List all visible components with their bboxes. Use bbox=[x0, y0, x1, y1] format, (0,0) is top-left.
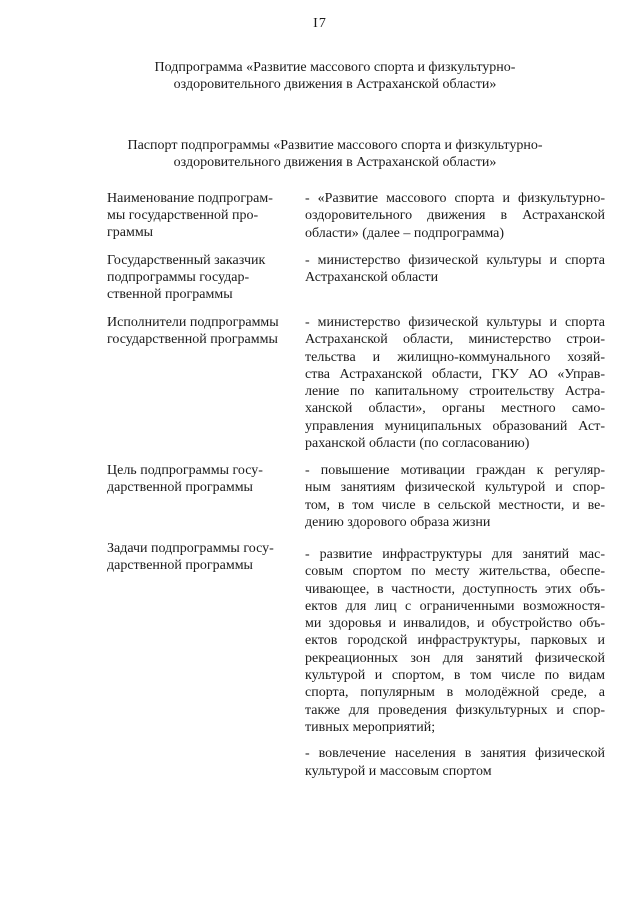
label-line: Задачи подпрограммы госу- bbox=[107, 541, 274, 556]
value-line: ление по капитальному строительству Астра- bbox=[305, 384, 605, 400]
value-line: - министерство физической культуры и спорта bbox=[305, 253, 605, 268]
value-line: управления муниципальных образований Аст- bbox=[305, 418, 605, 434]
value-line: ми здоровья и инвалидов, и обустройство объ- bbox=[305, 616, 605, 632]
value-line: совым спортом по месту жительства, обеспе- bbox=[305, 564, 605, 580]
value-line: ханской области», органы местного само- bbox=[305, 401, 605, 417]
subprogram-title-line: оздоровительного движения в Астраханской области» bbox=[173, 77, 497, 92]
value-line: культурой и массовым спортом bbox=[305, 763, 492, 779]
value-line: - развитие инфраструктуры для занятий мас- bbox=[305, 547, 605, 562]
row-label-customer bbox=[107, 252, 297, 303]
value-line: ектов городской инфраструктуры, парковых и bbox=[305, 633, 605, 649]
label-line: мы государственной про- bbox=[107, 208, 259, 223]
row-label-tasks bbox=[107, 540, 297, 574]
value-line: - вовлечение населения в занятия физической bbox=[305, 746, 605, 762]
value-line: также для проведения физкультурных и спор- bbox=[305, 702, 605, 718]
value-line: культурой и спортом, в том числе по видам bbox=[305, 668, 605, 684]
passport-title-line: Паспорт подпрограммы «Развитие массового спорта и физкультурно- bbox=[127, 138, 543, 153]
value-line: чивающее, в частности, доступность этих объ- bbox=[305, 581, 605, 597]
label-line: государственной программы bbox=[107, 332, 278, 347]
row-label-executors bbox=[107, 314, 297, 348]
value-line: ектов для лиц с ограниченными возможностя- bbox=[305, 598, 605, 614]
value-paragraph bbox=[305, 314, 605, 452]
label-line: Государственный заказчик bbox=[107, 253, 266, 268]
value-line: Астраханской области bbox=[305, 270, 439, 286]
value-line: Астраханской области, министерство строи- bbox=[305, 332, 605, 348]
value-paragraph bbox=[305, 190, 605, 242]
label-line: граммы bbox=[107, 225, 154, 240]
row-label-name bbox=[107, 190, 297, 241]
value-line: дению здорового образа жизни bbox=[305, 514, 491, 530]
value-paragraph bbox=[305, 252, 605, 287]
value-paragraph bbox=[305, 546, 605, 736]
value-line: оздоровительного движения в Астраханской bbox=[305, 208, 605, 224]
row-value-customer bbox=[305, 252, 605, 287]
row-value-executors bbox=[305, 314, 605, 452]
passport-title-line: оздоровительного движения в Астраханской области» bbox=[173, 155, 497, 170]
value-line: ства Астраханской области, ГКУ АО «Управ- bbox=[305, 366, 605, 382]
subprogram-title bbox=[100, 59, 570, 93]
value-line: - «Развитие массового спорта и физкультурно- bbox=[305, 191, 605, 206]
label-line: дарственной программы bbox=[107, 480, 253, 495]
passport-title bbox=[100, 137, 570, 171]
subprogram-title-line: Подпрограмма «Развитие массового спорта и физкультурно- bbox=[154, 60, 516, 75]
value-line: - министерство физической культуры и спорта bbox=[305, 315, 605, 330]
value-line: том, в том числе в сельской местности, и ве- bbox=[305, 497, 605, 513]
label-line: подпрограммы государ- bbox=[107, 270, 250, 285]
row-value-name bbox=[305, 190, 605, 242]
value-line: ным занятиям физической культурой и спор- bbox=[305, 480, 605, 496]
value-line: раханской области (по согласованию) bbox=[305, 436, 530, 452]
value-line: - повышение мотивации граждан к регуляр- bbox=[305, 463, 605, 478]
row-label-goal bbox=[107, 462, 297, 496]
value-line: рекреационных зон для занятий физической bbox=[305, 650, 605, 666]
label-line: Исполнители подпрограммы bbox=[107, 315, 279, 330]
value-line: тивных мероприятий; bbox=[305, 719, 436, 735]
row-value-tasks bbox=[305, 546, 605, 780]
value-paragraph bbox=[305, 745, 605, 780]
page-number: I7 bbox=[313, 16, 327, 31]
value-line: области» (далее – подпрограмма) bbox=[305, 225, 504, 241]
label-line: Цель подпрограммы госу- bbox=[107, 463, 263, 478]
label-line: ственной программы bbox=[107, 287, 233, 302]
label-line: дарственной программы bbox=[107, 558, 253, 573]
row-value-goal bbox=[305, 462, 605, 531]
value-line: спорта, популярным в молодёжной среде, а bbox=[305, 685, 605, 701]
value-line: тельства и жилищно-коммунального хозяй- bbox=[305, 349, 605, 365]
label-line: Наименование подпрограм- bbox=[107, 191, 273, 206]
value-paragraph bbox=[305, 462, 605, 531]
